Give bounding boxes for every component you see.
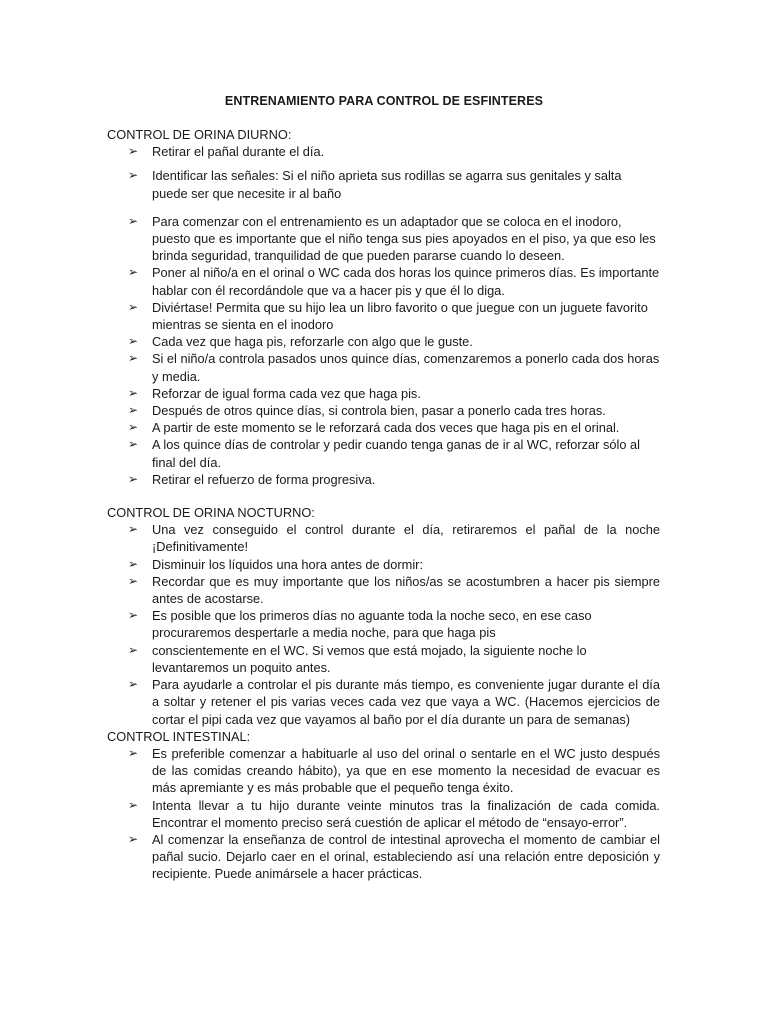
list-item: ➢ Diviértase! Permita que su hijo lea un libro favorito o que juegue con un juguete favorito mientras se sienta en el inodoro xyxy=(128,299,648,333)
arrow-bullet-icon: ➢ xyxy=(128,642,139,657)
arrow-bullet-icon: ➢ xyxy=(128,677,139,692)
arrow-bullet-icon: ➢ xyxy=(128,403,139,418)
list-item: ➢ Si el niño/a controla pasados unos quince días, comenzaremos a ponerlo cada dos horas y media. xyxy=(128,351,660,384)
list-item: ➢ Identificar las señales: Si el niño aprieta sus rodillas se agarra sus genitales y salta puede ser que necesite ir al baño xyxy=(128,168,622,201)
arrow-bullet-icon: ➢ xyxy=(128,168,139,183)
list-item: ➢ Recordar que es muy importante que los niños/as se acostumbren a hacer pis siempre antes de acostarse. xyxy=(128,573,660,607)
arrow-bullet-icon: ➢ xyxy=(128,573,139,588)
list-item: ➢ Al comenzar la enseñanza de control de intestinal aprovecha el momento de cambiar el pañal sucio. Dejarlo caer en el orinal, estableciendo así una relación entre deposición y recipiente. Puede animársele a hacer prácticas. xyxy=(128,831,660,882)
arrow-bullet-icon: ➢ xyxy=(128,745,139,760)
arrow-bullet-icon: ➢ xyxy=(128,385,139,400)
list-item: ➢ Es posible que los primeros días no aguante toda la noche seco, en ese caso procuraremos despertarle a media noche, para que haga pis xyxy=(128,608,592,641)
arrow-bullet-icon: ➢ xyxy=(128,831,139,846)
list-item: ➢ Poner al niño/a en el orinal o WC cada dos horas los quince primeros días. Es importante hablar con él recordándole que va a hacer pis y que él lo diga. xyxy=(128,265,660,298)
arrow-bullet-icon: ➢ xyxy=(128,265,139,280)
list-item: ➢ Intenta llevar a tu hijo durante veinte minutos tras la finalización de cada comida. Encontrar el momento preciso será cuestión de aplicar el método de “ensayo-error”. xyxy=(128,797,660,830)
list-item: ➢ Retirar el pañal durante el día. xyxy=(128,144,325,160)
section-heading-diurno: CONTROL DE ORINA DIURNO: xyxy=(107,127,292,142)
arrow-bullet-icon: ➢ xyxy=(128,522,139,537)
bullet-list-nocturno xyxy=(107,521,660,727)
arrow-bullet-icon: ➢ xyxy=(128,797,139,812)
list-item: ➢ conscientemente en el WC. Si vemos que está mojado, la siguiente noche lo levantaremos un poquito antes. xyxy=(128,642,587,675)
list-item: ➢ Después de otros quince días, si controla bien, pasar a ponerlo cada tres horas. xyxy=(128,403,606,419)
list-item: ➢ Para comenzar con el entrenamiento es un adaptador que se coloca en el inodoro, puesto que es importante que el niño tenga sus pies apoyados en el piso, ya que eso les brinda seguridad, tranquilidad de que pueden pararse cuando lo deseen. xyxy=(128,213,656,264)
arrow-bullet-icon: ➢ xyxy=(128,213,139,228)
list-item: ➢ Cada vez que haga pis, reforzarle con algo que le guste. xyxy=(128,334,473,350)
list-item: ➢ Disminuir los líquidos una hora antes de dormir: xyxy=(128,556,423,572)
arrow-bullet-icon: ➢ xyxy=(128,420,139,435)
arrow-bullet-icon: ➢ xyxy=(128,556,139,571)
arrow-bullet-icon: ➢ xyxy=(128,299,139,314)
bullet-list-intestinal xyxy=(107,745,660,883)
list-item: ➢ A partir de este momento se le reforzará cada dos veces que haga pis en el orinal. xyxy=(128,420,620,436)
arrow-bullet-icon: ➢ xyxy=(128,334,139,349)
document-title: ENTRENAMIENTO PARA CONTROL DE ESFINTERES xyxy=(224,94,544,108)
arrow-bullet-icon: ➢ xyxy=(128,351,139,366)
arrow-bullet-icon: ➢ xyxy=(128,144,139,159)
bullet-list-diurno xyxy=(107,143,660,488)
list-item: ➢ Es preferible comenzar a habituarle al uso del orinal o sentarle en el WC justo después de las comidas creando hábito), ya que en ese momento la necesidad de evacuar es más apremiante y es más probable que el pequeño tenga éxito. xyxy=(128,745,660,796)
arrow-bullet-icon: ➢ xyxy=(128,437,139,452)
arrow-bullet-icon: ➢ xyxy=(128,608,139,623)
list-item: ➢ A los quince días de controlar y pedir cuando tenga ganas de ir al WC, reforzar sólo al final del día. xyxy=(128,437,640,470)
list-item: ➢ Para ayudarle a controlar el pis durante más tiempo, es conveniente jugar durante el día a soltar y retener el pis varias veces cada vez que vaya a WC. (Hacemos ejercicios de cortar el pipi cada vez que vayamos al baño por el día durante un para de semanas) xyxy=(128,677,660,727)
arrow-bullet-icon: ➢ xyxy=(128,471,139,486)
section-heading-nocturno: CONTROL DE ORINA NOCTURNO: xyxy=(107,505,315,521)
list-item: ➢ Retirar el refuerzo de forma progresiva. xyxy=(128,471,376,487)
section-heading-intestinal: CONTROL INTESTINAL: xyxy=(107,728,251,744)
list-item: ➢ Una vez conseguido el control durante el día, retiraremos el pañal de la noche ¡Definitivamente! xyxy=(128,522,660,555)
document-body xyxy=(107,126,660,883)
list-item: ➢ Reforzar de igual forma cada vez que haga pis. xyxy=(128,385,421,401)
